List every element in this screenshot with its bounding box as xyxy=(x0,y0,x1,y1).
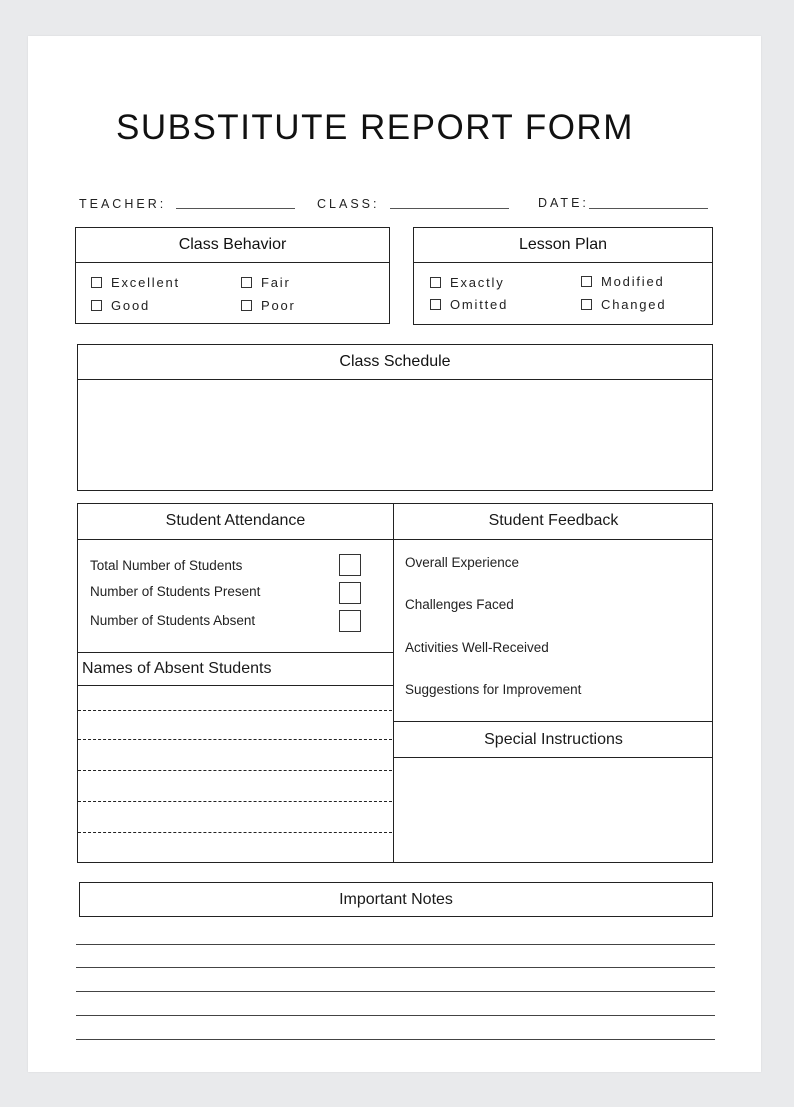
feedback-activities-well-received: Activities Well-Received xyxy=(405,640,549,655)
checkbox[interactable] xyxy=(430,277,441,288)
absent-students-header xyxy=(77,652,394,686)
date-field[interactable] xyxy=(589,208,708,209)
checkbox[interactable] xyxy=(91,277,102,288)
absent-name-line[interactable] xyxy=(78,739,392,740)
checkbox[interactable] xyxy=(430,299,441,310)
notes-line[interactable] xyxy=(76,967,715,968)
feedback-suggestions: Suggestions for Improvement xyxy=(405,682,582,697)
class-schedule-area[interactable] xyxy=(78,380,712,490)
student-attendance-heading: Student Attendance xyxy=(77,503,394,540)
absent-students-heading: Names of Absent Students xyxy=(82,660,272,677)
behavior-option-good[interactable]: Good xyxy=(91,298,150,313)
attendance-absent-label: Number of Students Absent xyxy=(90,613,256,628)
class-label: CLASS: xyxy=(317,197,380,211)
checkbox[interactable] xyxy=(241,277,252,288)
behavior-option-fair[interactable]: Fair xyxy=(241,275,291,290)
lesson-option-omitted[interactable]: Omitted xyxy=(430,297,508,312)
checkbox[interactable] xyxy=(241,300,252,311)
attendance-total-label: Total Number of Students xyxy=(90,558,243,573)
class-schedule-heading: Class Schedule xyxy=(78,345,712,380)
notes-line[interactable] xyxy=(76,1039,715,1040)
feedback-challenges-faced: Challenges Faced xyxy=(405,597,514,612)
class-behavior-heading: Class Behavior xyxy=(76,228,389,263)
notes-line[interactable] xyxy=(76,991,715,992)
checkbox[interactable] xyxy=(581,299,592,310)
special-instructions-heading: Special Instructions xyxy=(394,721,713,758)
lesson-option-modified[interactable]: Modified xyxy=(581,274,665,289)
lesson-option-exactly[interactable]: Exactly xyxy=(430,275,505,290)
lesson-plan-heading: Lesson Plan xyxy=(414,228,712,263)
student-feedback-heading: Student Feedback xyxy=(394,503,713,540)
form-title: SUBSTITUTE REPORT FORM xyxy=(116,108,634,147)
checkbox[interactable] xyxy=(91,300,102,311)
attendance-absent-box[interactable] xyxy=(339,610,361,632)
checkbox[interactable] xyxy=(581,276,592,287)
absent-name-line[interactable] xyxy=(78,770,392,771)
attendance-present-box[interactable] xyxy=(339,582,361,604)
special-instructions-area[interactable] xyxy=(395,759,712,862)
notes-line[interactable] xyxy=(76,944,715,945)
behavior-option-excellent[interactable]: Excellent xyxy=(91,275,180,290)
absent-name-line[interactable] xyxy=(78,832,392,833)
important-notes-heading: Important Notes xyxy=(79,882,713,917)
absent-name-line[interactable] xyxy=(78,801,392,802)
behavior-option-poor[interactable]: Poor xyxy=(241,298,296,313)
attendance-present-label: Number of Students Present xyxy=(90,584,261,599)
date-label: DATE: xyxy=(538,196,589,210)
attendance-total-box[interactable] xyxy=(339,554,361,576)
class-field[interactable] xyxy=(390,208,509,209)
feedback-overall-experience: Overall Experience xyxy=(405,555,520,570)
notes-line[interactable] xyxy=(76,1015,715,1016)
teacher-label: TEACHER: xyxy=(79,197,167,211)
lesson-option-changed[interactable]: Changed xyxy=(581,297,666,312)
teacher-field[interactable] xyxy=(176,208,295,209)
class-schedule-box xyxy=(77,344,713,491)
absent-name-line[interactable] xyxy=(78,710,392,711)
